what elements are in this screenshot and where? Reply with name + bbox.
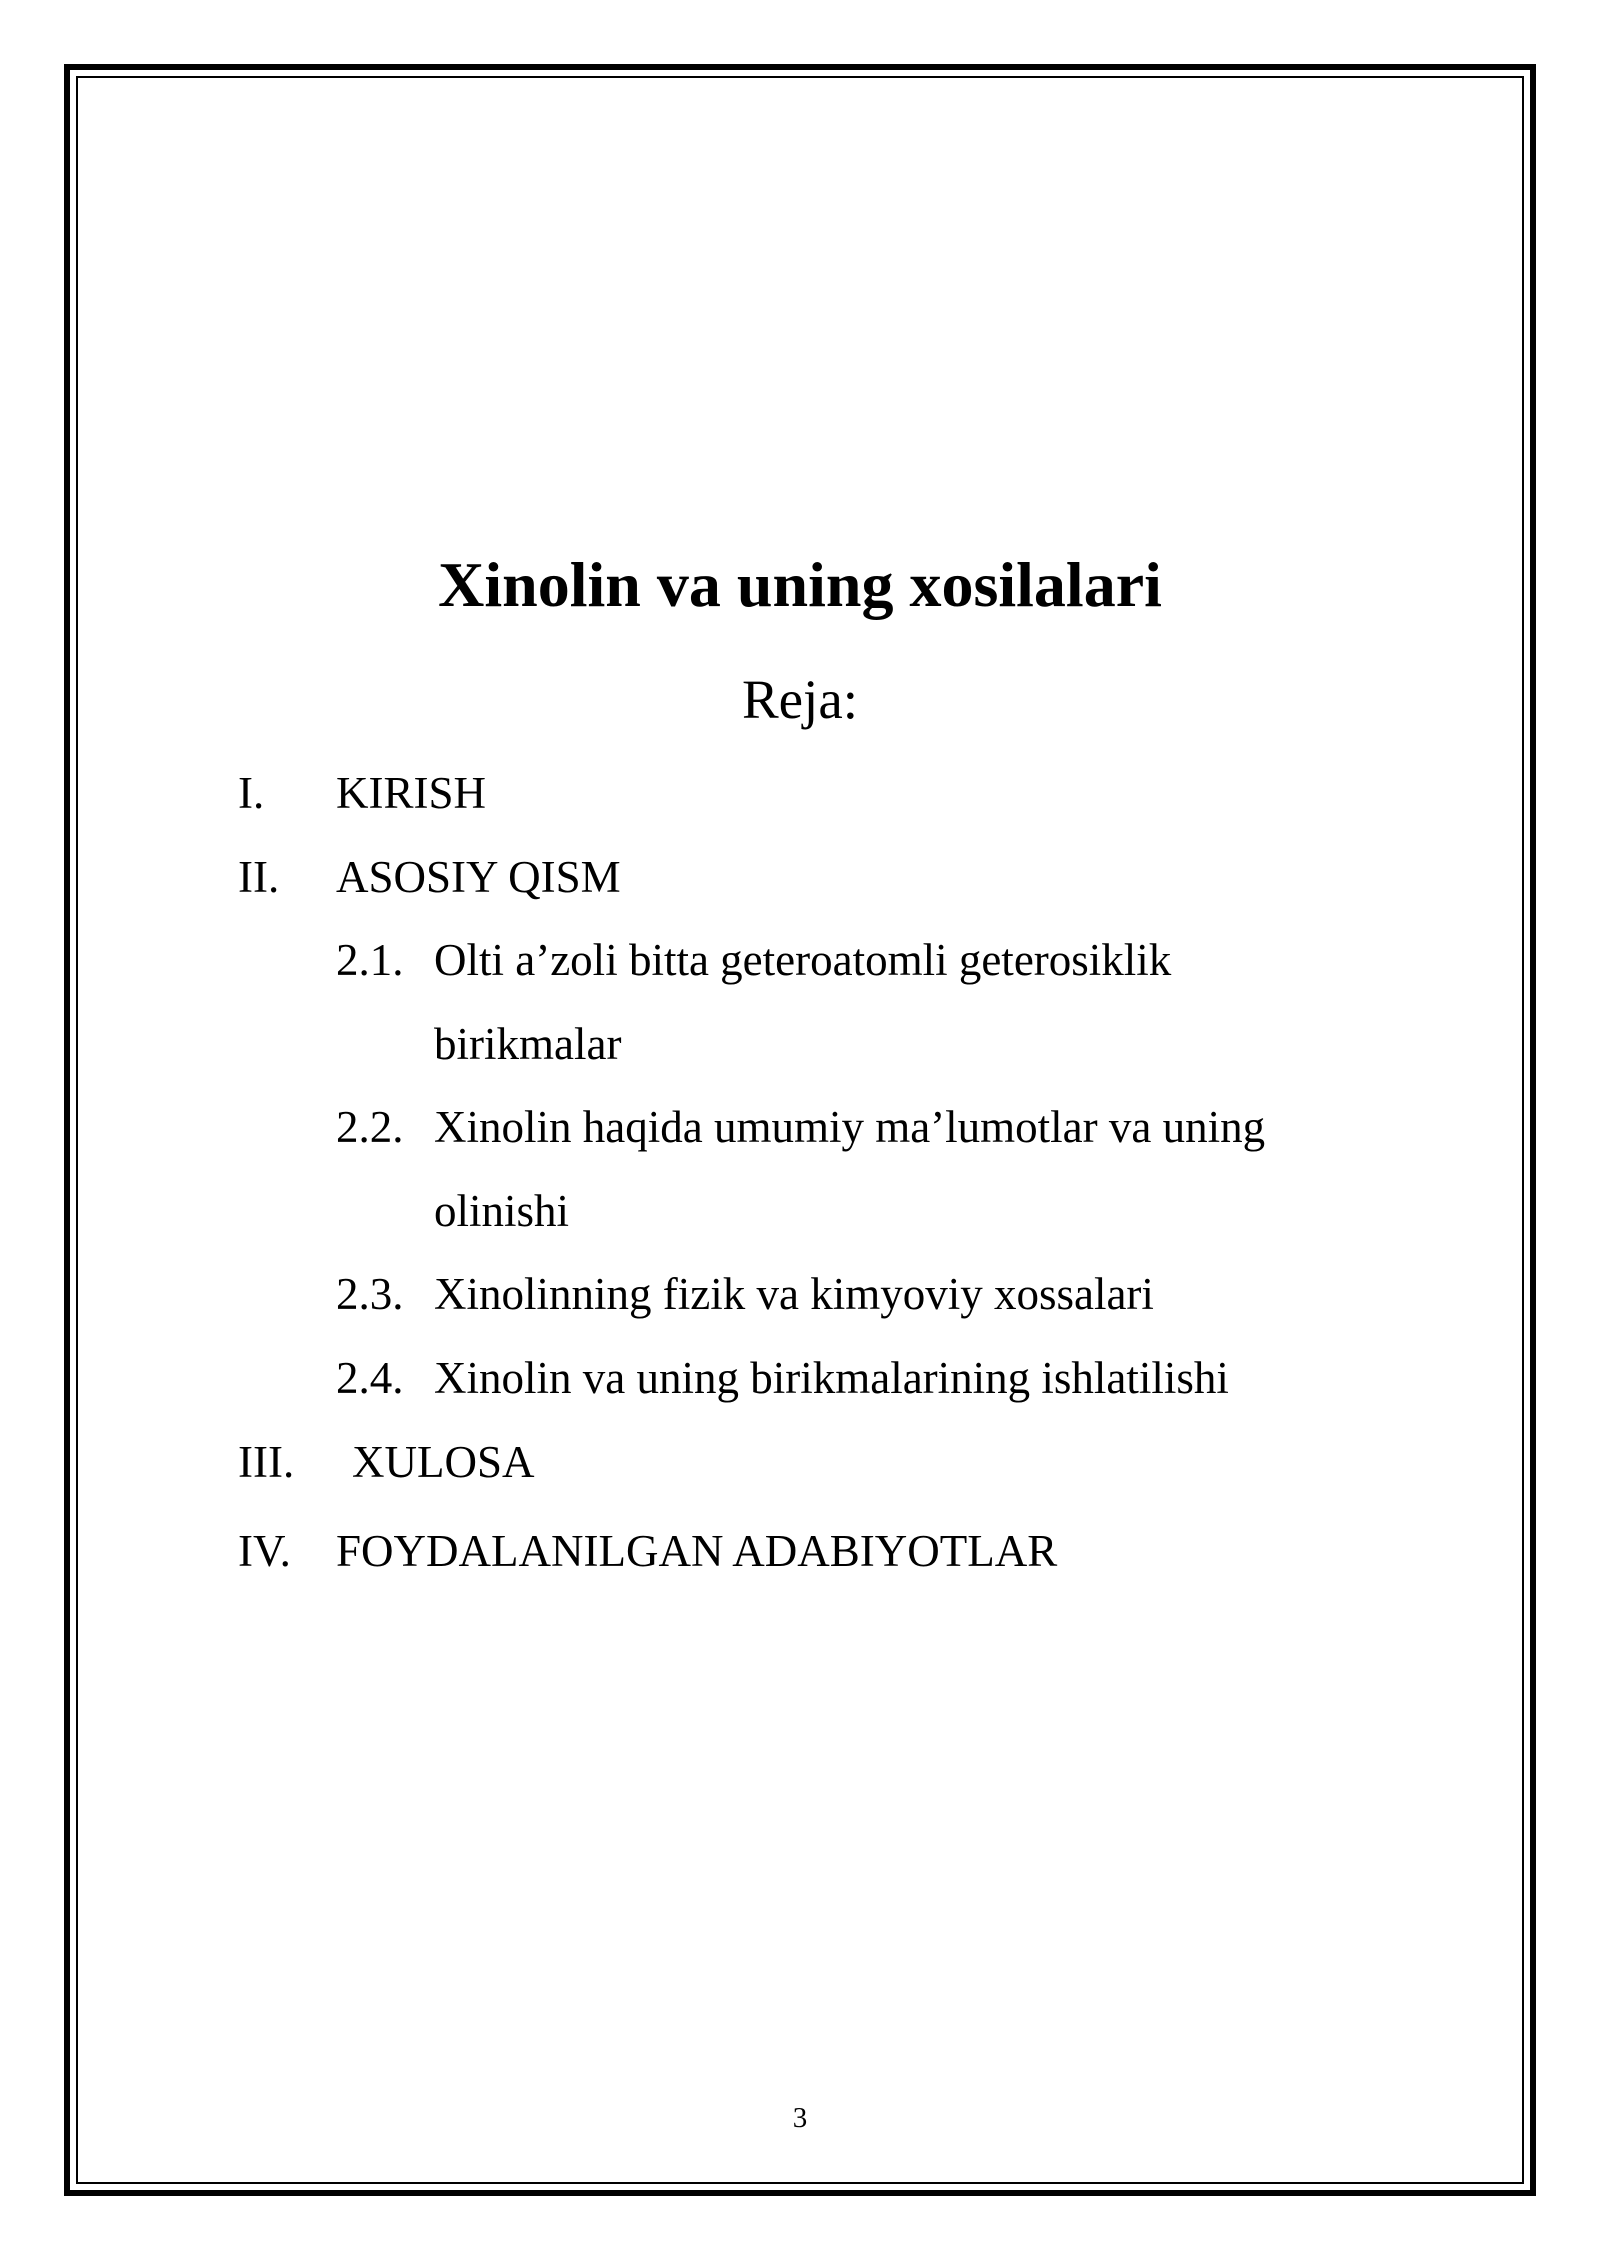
plan-item-text-continued: olinishi [434,1186,570,1236]
page-number: 3 [792,2102,808,2134]
plan-item-text: ASOSIY QISM [336,852,621,902]
plan-item-number: III. [238,1437,295,1487]
plan-item-number: 2.2. [336,1102,404,1152]
plan-item-text: KIRISH [336,768,487,818]
plan-item-text: Xinolin va uning birikmalarining ishlatilishi [434,1353,1229,1403]
plan-item-text: FOYDALANILGAN ADABIYOTLAR [336,1526,1058,1576]
plan-item-number: IV. [238,1526,291,1576]
plan-heading: Reja: [741,669,859,730]
plan-item-text: Olti a’zoli bitta geteroatomli geterosiklik [434,935,1172,985]
plan-item-number: 2.3. [336,1269,404,1319]
plan-item-number: II. [238,852,280,902]
plan-item-text: XULOSA [352,1437,535,1487]
plan-item-number: 2.4. [336,1353,404,1403]
plan-item-number: I. [238,768,265,818]
document-title: Xinolin va uning xosilalari [438,549,1162,620]
plan-item-text: Xinolinning fizik va kimyoviy xossalari [434,1269,1154,1319]
plan-item-text-continued: birikmalar [434,1019,622,1069]
plan-item-text: Xinolin haqida umumiy ma’lumotlar va uning [434,1102,1266,1152]
plan-item-number: 2.1. [336,935,404,985]
